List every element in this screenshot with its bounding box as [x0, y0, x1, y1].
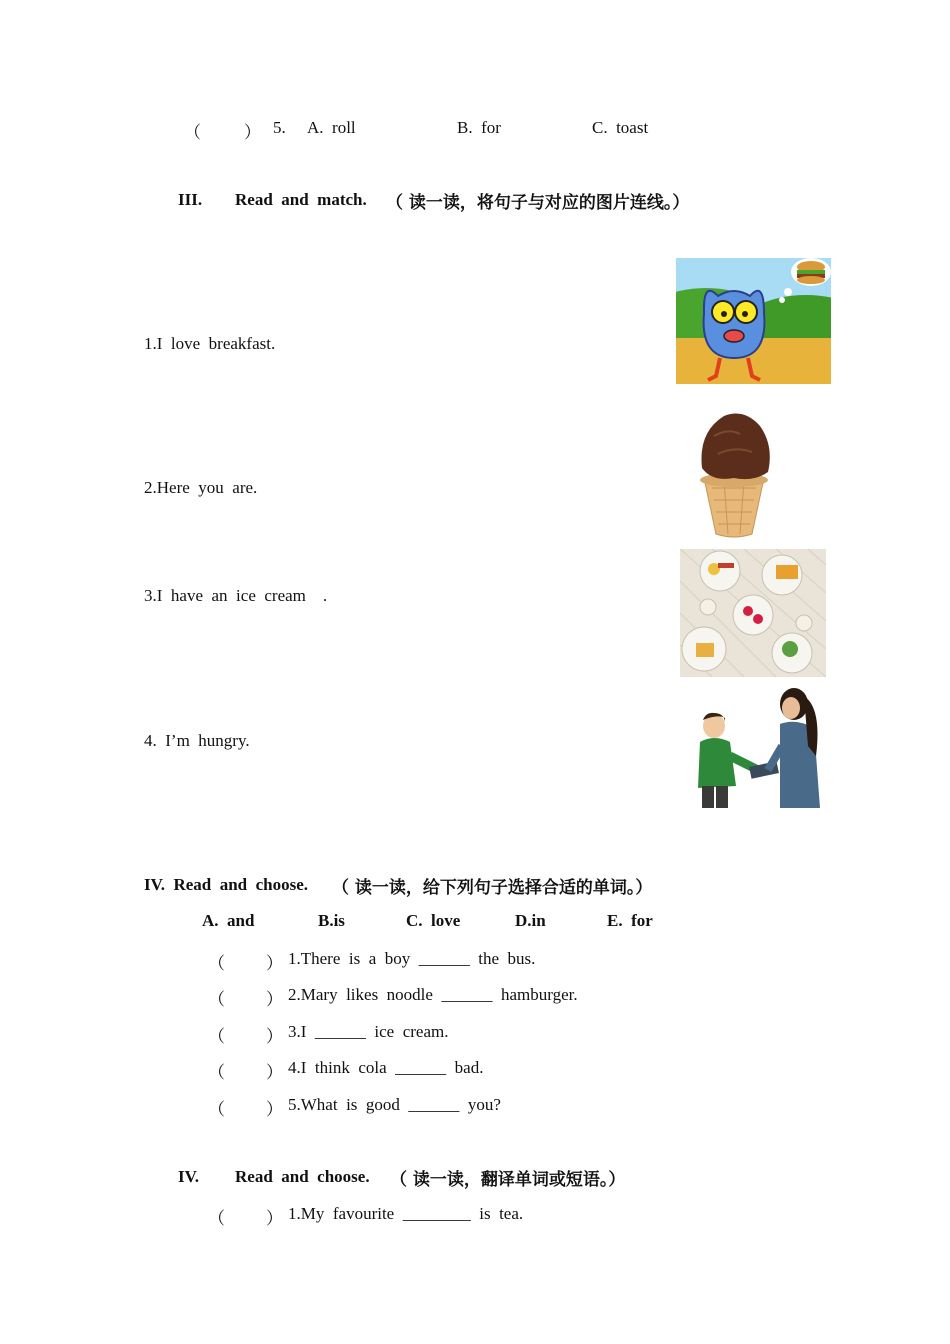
match-sentence: 3.I have an ice cream .: [144, 586, 328, 605]
answer-paren-open: （: [184, 123, 201, 142]
answer-paren-open: （: [208, 1027, 225, 1046]
question-text: 3.I ______ ice cream.: [288, 1022, 449, 1041]
answer-paren-open: （: [208, 990, 225, 1009]
answer-paren-close: ）: [266, 1209, 283, 1228]
answer-paren-close: ）: [244, 123, 261, 142]
question-text: 2.Mary likes noodle ______ hamburger.: [288, 985, 578, 1004]
question-text: 5.What is good ______ you?: [288, 1095, 501, 1114]
cartoon-hungry-monster-image: [676, 258, 831, 384]
section-instruction: （ 读一读，翻译单词或短语。）: [390, 1170, 626, 1190]
match-sentence: 2.Here you are.: [144, 478, 258, 497]
match-sentence: 1.I love breakfast.: [144, 334, 276, 353]
word-option: E. for: [607, 911, 653, 930]
question-number: 5.: [273, 118, 286, 137]
answer-paren-open: （: [208, 1100, 225, 1119]
answer-paren-open: （: [208, 1209, 225, 1228]
word-option: B.is: [318, 911, 345, 930]
answer-paren-open: （: [208, 954, 225, 973]
section-title: Read and match.: [235, 190, 367, 209]
section-instruction: （ 读一读，给下列句子选择合适的单词。）: [332, 878, 653, 898]
word-option: C. love: [406, 911, 461, 930]
answer-paren-close: ）: [266, 1063, 283, 1082]
match-sentence: 4. I’m hungry.: [144, 731, 250, 750]
section-title: Read and choose.: [235, 1167, 370, 1186]
answer-paren-open: （: [208, 1063, 225, 1082]
word-option: D.in: [515, 911, 546, 930]
chocolate-ice-cream-cone-image: [694, 406, 774, 538]
section-instruction: （ 读一读，将句子与对应的图片连线。）: [386, 193, 690, 213]
answer-paren-close: ）: [266, 1027, 283, 1046]
question-text: 1.There is a boy ______ the bus.: [288, 949, 536, 968]
section-title: IV. Read and choose.: [144, 875, 309, 894]
answer-paren-close: ）: [266, 990, 283, 1009]
answer-paren-close: ）: [266, 1100, 283, 1119]
breakfast-plates-image: [680, 549, 826, 677]
question-text: 1.My favourite ________ is tea.: [288, 1204, 524, 1223]
section-number: III.: [178, 190, 203, 209]
option-c: C. toast: [592, 118, 649, 137]
option-a: A. roll: [307, 118, 356, 137]
word-option: A. and: [202, 911, 255, 930]
question-text: 4.I think cola ______ bad.: [288, 1058, 484, 1077]
boy-handing-book-to-woman-image: [696, 686, 826, 810]
section-number: IV.: [178, 1167, 199, 1186]
option-b: B. for: [457, 118, 501, 137]
answer-paren-close: ）: [266, 954, 283, 973]
